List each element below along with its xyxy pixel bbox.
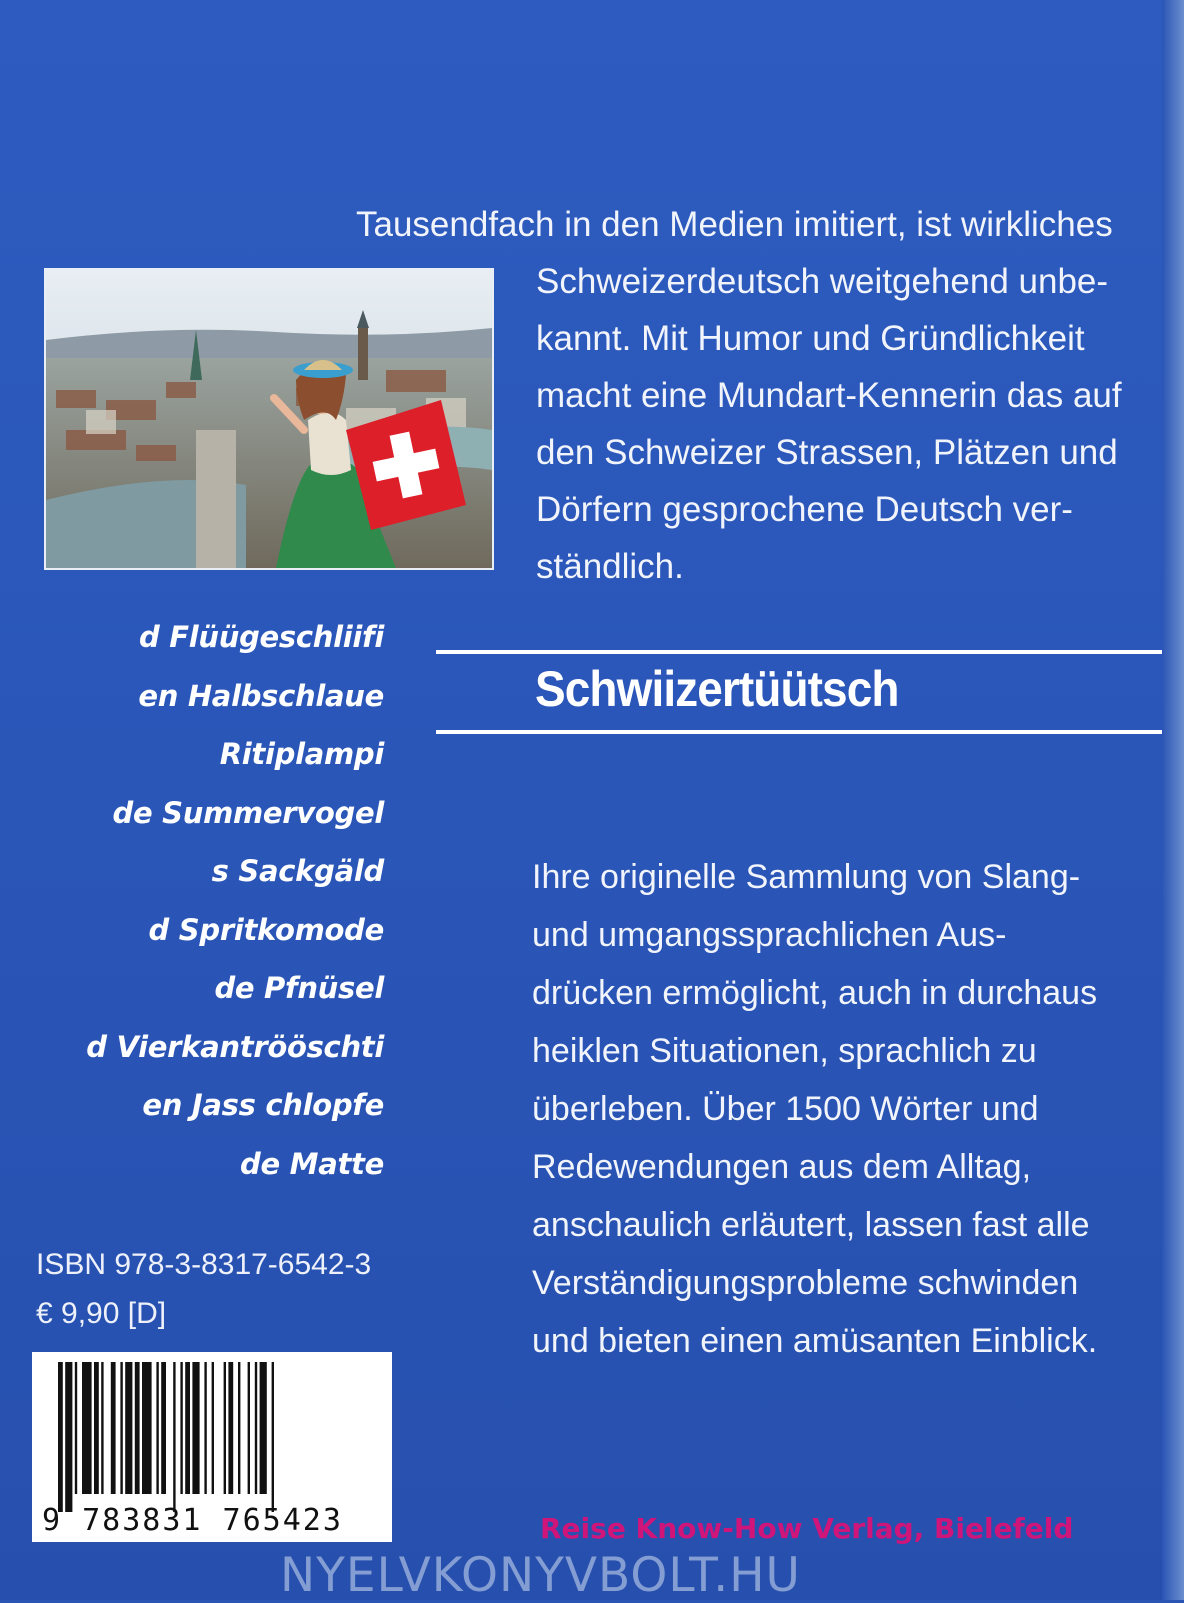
barcode-bar bbox=[120, 1362, 122, 1494]
barcode-bar bbox=[156, 1362, 158, 1494]
intro-line: Schweizerdeutsch weitgehend unbe- bbox=[536, 262, 1109, 301]
barcode-bar bbox=[204, 1362, 206, 1494]
barcode-bar bbox=[228, 1362, 233, 1494]
intro-line: Tausendfach in den Medien imitiert, ist wirkliches bbox=[356, 205, 1113, 244]
phrase-item: d Spritkomode bbox=[148, 912, 384, 947]
barcode-bar bbox=[238, 1362, 240, 1494]
barcode-bar bbox=[212, 1362, 214, 1494]
title-rule-bottom bbox=[436, 730, 1162, 734]
title-rule-top bbox=[436, 650, 1162, 654]
isbn-text: ISBN 978-3-8317-6542-3 bbox=[36, 1248, 372, 1281]
cover-photo bbox=[44, 268, 494, 570]
barcode-bar bbox=[75, 1362, 77, 1494]
body-line: und bieten einen amüsanten Einblick. bbox=[532, 1322, 1098, 1360]
intro-line: Dörfern gesprochene Deutsch ver- bbox=[536, 490, 1073, 529]
zurich-flag-photo bbox=[46, 270, 492, 568]
barcode-bar bbox=[58, 1362, 63, 1512]
body-line: überleben. Über 1500 Wörter und bbox=[532, 1090, 1039, 1128]
barcode-bar bbox=[173, 1362, 175, 1512]
barcode bbox=[32, 1352, 392, 1542]
body-line: Ihre originelle Sammlung von Slang- bbox=[532, 858, 1081, 896]
body-line: Verständigungsprobleme schwinden bbox=[532, 1264, 1079, 1302]
phrase-item: de Summervogel bbox=[112, 795, 384, 830]
barcode-bar bbox=[125, 1362, 132, 1494]
barcode-bar bbox=[94, 1362, 99, 1494]
intro-line: den Schweizer Strassen, Plätzen und bbox=[536, 433, 1118, 472]
watermark-text: NYELVKONYVBOLT.HU bbox=[280, 1548, 801, 1603]
barcode-bar bbox=[111, 1362, 116, 1494]
barcode-digits: 9 783831 765423 bbox=[42, 1503, 343, 1538]
phrase-item: d Vierkantrööschti bbox=[86, 1029, 384, 1064]
phrase-item: en Jass chlopfe bbox=[142, 1088, 384, 1122]
body-line: heiklen Situationen, sprachlich zu bbox=[532, 1032, 1037, 1070]
body-line: und umgangssprachlichen Aus- bbox=[532, 916, 1007, 954]
intro-line: macht eine Mundart-Kennerin das auf bbox=[536, 376, 1122, 415]
book-title: Schwiizertüütsch bbox=[535, 661, 899, 717]
barcode-bar bbox=[255, 1362, 257, 1494]
body-line: Redewendungen aus dem Alltag, bbox=[532, 1148, 1032, 1186]
barcode-bar bbox=[272, 1362, 274, 1512]
phrase-item: de Matte bbox=[240, 1146, 384, 1181]
phrase-item: d Flüügeschliifi bbox=[139, 620, 384, 654]
barcode-bar bbox=[82, 1362, 92, 1494]
barcode-bar bbox=[248, 1362, 250, 1494]
phrase-item: de Pfnüsel bbox=[214, 971, 384, 1005]
barcode-bar bbox=[180, 1362, 182, 1494]
barcode-bar bbox=[135, 1362, 140, 1494]
body-text bbox=[532, 848, 1172, 1370]
barcode-bar bbox=[185, 1362, 190, 1494]
barcode-bar bbox=[101, 1362, 103, 1494]
publisher-name: Reise Know-How Verlag, Bielefeld bbox=[540, 1512, 1074, 1545]
body-line: anschaulich erläutert, lassen fast alle bbox=[532, 1206, 1090, 1244]
phrase-item: s Sackgäld bbox=[211, 854, 384, 888]
barcode-bar bbox=[142, 1362, 152, 1494]
barcode-bar bbox=[192, 1362, 199, 1494]
phrase-item: en Halbschlaue bbox=[138, 678, 384, 713]
phrase-list bbox=[20, 608, 384, 1193]
barcode-bar bbox=[65, 1362, 72, 1512]
barcode-bar bbox=[260, 1362, 267, 1494]
phrase-item: Ritiplampi bbox=[219, 737, 384, 771]
barcode-bar bbox=[224, 1362, 226, 1494]
intro-line: ständlich. bbox=[536, 547, 684, 586]
barcode-bar bbox=[161, 1362, 166, 1494]
price-text: € 9,90 [D] bbox=[36, 1297, 167, 1330]
intro-line: kannt. Mit Humor und Gründlichkeit bbox=[536, 319, 1085, 358]
body-line: drücken ermöglicht, auch in durchaus bbox=[532, 974, 1098, 1012]
